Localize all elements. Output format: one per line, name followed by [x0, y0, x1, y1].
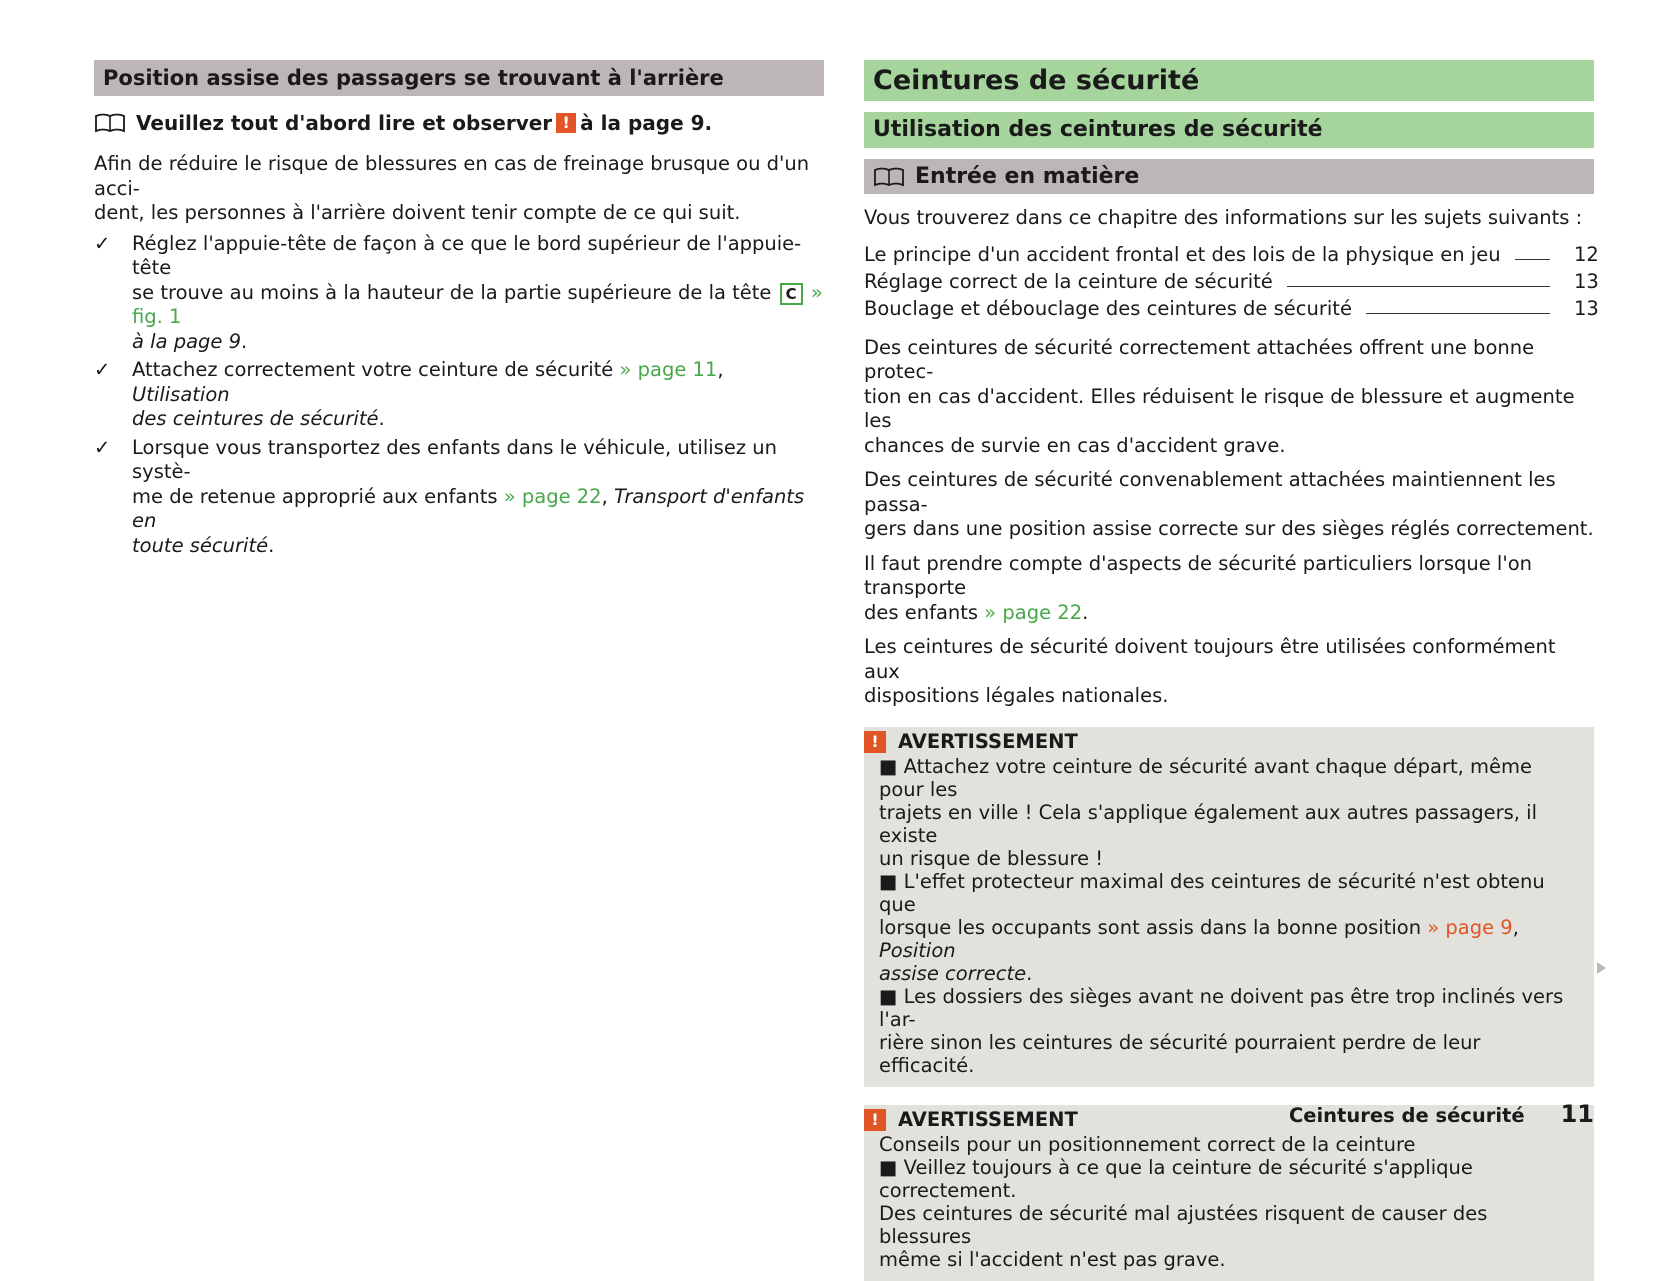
- checkmark-icon: ✓: [94, 435, 111, 459]
- read-first-note: [94, 108, 824, 138]
- checkmark-icon: ✓: [94, 358, 111, 381]
- figure-label: C: [780, 283, 803, 305]
- page-footer: [1289, 1100, 1594, 1128]
- page-link[interactable]: à la page 9: [132, 329, 242, 353]
- left-column: [94, 60, 824, 562]
- toc-intro: Vous trouverez dans ce chapitre des informations sur les sujets suivants :: [864, 206, 1583, 229]
- warning-box: ! AVERTISSEMENT ■ Attachez votre ceinture de sécurité avant chaque départ, même pour les trajets en ville ! Cela s'applique également aux autres passagers, il existe un risque de blessure ! ■ L'effet protecteur maximal des ceintures de sécurité n'est obtenu que lorsque les occupants sont assis dans la bonne position » page 9, Position assise correcte. ■ Les dossiers des sièges avant ne doivent pas être trop inclinés vers l'ar- rière sinon les ceintures de sécurité pourraient perdre de leur efficacité.: [864, 727, 1594, 1087]
- intro-paragraph: Afin de réduire le risque de blessures en cas de freinage brusque ou d'un acci- dent, les personnes à l'arrière doivent tenir compte de ce qui suit.: [94, 152, 810, 224]
- section-title: Utilisation des ceintures de sécurité: [864, 112, 1594, 148]
- warning-title: AVERTISSEMENT: [898, 730, 1078, 753]
- book-icon: [873, 166, 905, 188]
- toc-entry[interactable]: Le principe d'un accident frontal et des lois de la physique en jeu 12: [864, 242, 1599, 266]
- list-item: ✓ Attachez correctement votre ceinture de sécurité » page 11, Utilisation des ceintures de sécurité.: [94, 358, 724, 430]
- page-link[interactable]: » page 22: [503, 484, 602, 508]
- warning-header: [864, 729, 1576, 755]
- page-link[interactable]: » page 9: [1427, 915, 1513, 939]
- toc-entry[interactable]: Bouclage et débouclage des ceintures de sécurité 13: [864, 296, 1599, 320]
- book-icon: [94, 112, 126, 134]
- page-link[interactable]: » page 11: [619, 358, 718, 381]
- paragraph: Des ceintures de sécurité convenablement attachées maintiennent les passa- gers dans une position assise correcte sur des sièges réglés correctement.: [864, 468, 1594, 540]
- page-number: 11: [1560, 1100, 1594, 1128]
- paragraph: Les ceintures de sécurité doivent toujours être utilisées conformément aux dispositions légales nationales.: [864, 635, 1556, 707]
- page-link[interactable]: » page 22: [984, 600, 1083, 624]
- paragraph: Il faut prendre compte d'aspects de sécurité particuliers lorsque l'on transporte des enfants » page 22.: [864, 551, 1532, 624]
- warning-title: AVERTISSEMENT: [898, 1108, 1078, 1131]
- figure-link[interactable]: » fig. 1: [132, 280, 823, 328]
- toc-entry[interactable]: Réglage correct de la ceinture de sécurité 13: [864, 269, 1599, 293]
- warning-icon: !: [864, 731, 886, 753]
- read-first-page: à la page 9.: [580, 111, 713, 135]
- warning-box: ! AVERTISSEMENT Conseils pour un positionnement correct de la ceinture ■ Veillez toujours à ce que la ceinture de sécurité s'applique correctement. Des ceintures de sécurité mal ajustées risquent de causer des blessures même si l'accident n'est pas grave.: [864, 1105, 1594, 1281]
- checkmark-icon: ✓: [94, 231, 111, 255]
- read-first-text: Veuillez tout d'abord lire et observer: [136, 111, 553, 135]
- check-list: [94, 232, 824, 559]
- subsection-title: Entrée en matière: [864, 159, 1594, 194]
- paragraph: Des ceintures de sécurité correctement attachées offrent une bonne protec- tion en cas d'accident. Elles réduisent le risque de blessure et augmente les chances de survie en cas d'accident grave.: [864, 335, 1575, 457]
- warning-icon: !: [864, 1109, 886, 1131]
- table-of-contents: [864, 241, 1599, 322]
- right-column: [864, 60, 1599, 1281]
- section-heading: Position assise des passagers se trouvant à l'arrière: [94, 60, 824, 96]
- warning-icon: !: [556, 113, 576, 133]
- list-item: ✓ Lorsque vous transportez des enfants dans le véhicule, utilisez un systè- me de retenue approprié aux enfants » page 22, Transport d'enfants en toute sécurité.: [94, 435, 805, 557]
- footer-title: Ceintures de sécurité: [1288, 1104, 1525, 1127]
- chapter-title: Ceintures de sécurité: [864, 60, 1594, 101]
- list-item: ✓ Réglez l'appuie-tête de façon à ce que le bord supérieur de l'appuie-tête se trouve au moins à la hauteur de la partie supérieure de la tête C » fig. 1 à la page 9.: [94, 231, 823, 353]
- continue-arrow-icon: [1597, 962, 1606, 974]
